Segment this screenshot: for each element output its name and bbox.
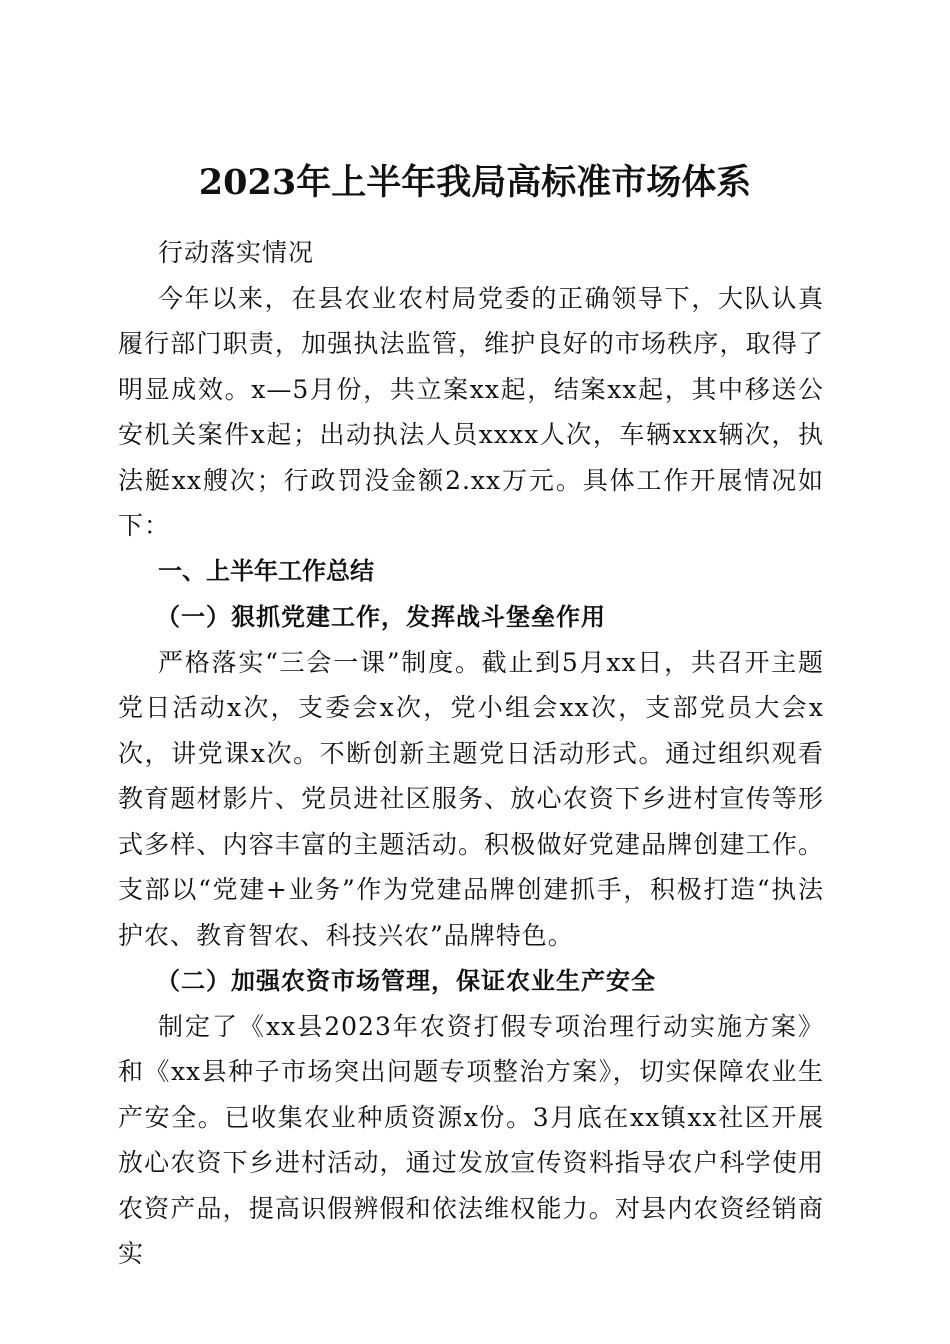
document-body xyxy=(118,230,824,1277)
section-heading-summary: 一、上半年工作总结 xyxy=(158,556,374,585)
document-subtitle: 行动落实情况 xyxy=(158,238,315,267)
document-title: 2023年上半年我局高标准市场体系 xyxy=(198,162,752,204)
agri-market-paragraph: 制定了《xx县2023年农资打假专项治理行动实施方案》和《xx县种子市场突出问题专项整治方案》，切实保障农业生产安全。已收集农业种质资源x份。3月底在xx镇xx社区开展放心农资下乡进村活动，通过发放宣传资料指导农户科学使用农资产品，提高识假辨假和依法维权能力。对县内农资经销商实 xyxy=(118,1011,824,1268)
intro-paragraph: 今年以来，在县农业农村局党委的正确领导下，大队认真履行部门职责，加强执法监管，维护良好的市场秩序，取得了明显成效。x—5月份，共立案xx起，结案xx起，其中移送公安机关案件x起；出动执法人员xxxx人次，车辆xxx辆次，执法艇xx艘次；行政罚没金额2.xx万元。具体工作开展情况如下： xyxy=(118,283,824,540)
subsection-heading-party-building: （一）狠抓党建工作，发挥战斗堡垒作用 xyxy=(156,602,606,631)
subsection-heading-agri-market: （二）加强农资市场管理，保证农业生产安全 xyxy=(156,966,656,995)
party-building-paragraph: 严格落实“三会一课”制度。截止到5月xx日，共召开主题党日活动x次，支委会x次，党小组会xx次，支部党员大会x次，讲党课x次。不断创新主题党日活动形式。通过组织观看教育题材影片、党员进社区服务、放心农资下乡进村宣传等形式多样、内容丰富的主题活动。积极做好党建品牌创建工作。支部以“党建+业务”作为党建品牌创建抓手，积极打造“执法护农、教育智农、科技兴农”品牌特色。 xyxy=(118,647,824,950)
